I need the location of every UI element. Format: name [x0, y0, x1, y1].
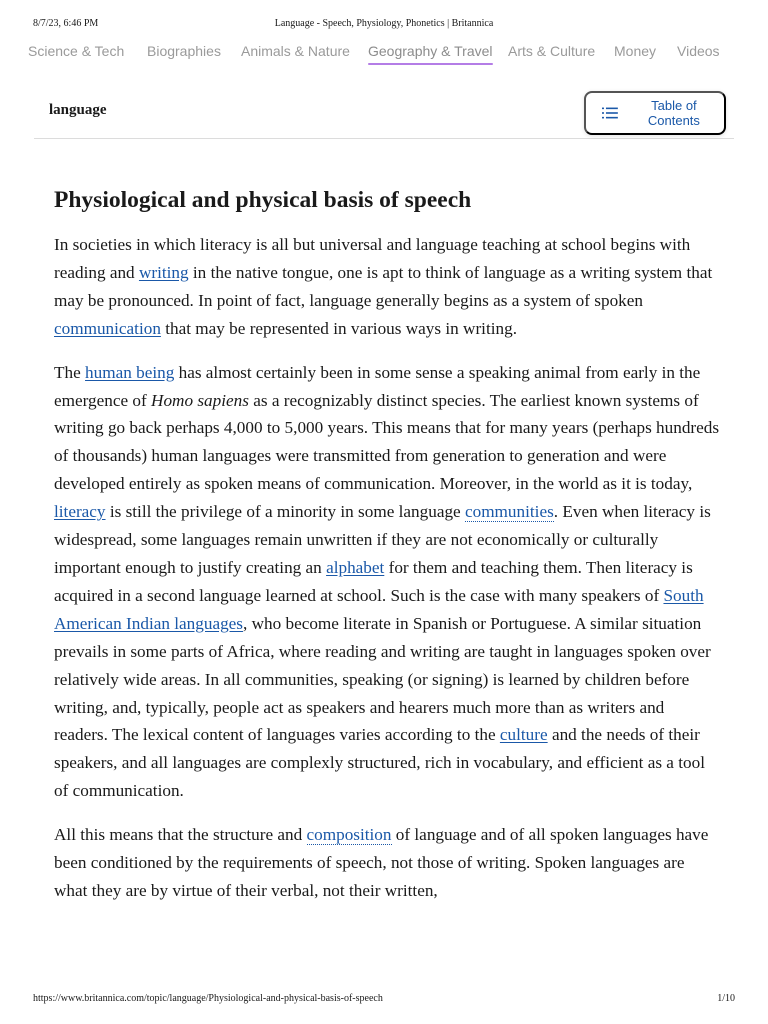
text: . Even when literacy is widespread, some languages remain unwritten if they are not economically or culturally important enough to justify creating an [54, 502, 711, 577]
text: has almost certainly been in some sense a speaking animal from early in the emergence of [54, 362, 701, 410]
category-nav [0, 43, 768, 67]
text: that may be represented in various ways in writing. [160, 318, 517, 338]
text: is still the privilege of a minority in some language [105, 502, 465, 522]
table-of-contents-button[interactable] [584, 91, 726, 135]
article-title: language [49, 102, 107, 118]
text: as a recognizably distinct species. The earliest known systems of writing go back perhaps 4,000 to 5,000 years. This means that for many years (perhaps hundreds of thousands) human languages were transmitted from generation to generation and were developed entirely as spoken means of communication. Moreover, in the world as it is today, [54, 390, 720, 494]
nav-item-biographies[interactable]: Biographies [147, 43, 221, 59]
active-tab-indicator [368, 63, 493, 65]
print-header [33, 18, 735, 32]
text: and the needs of their speakers, and all languages are complexly structured, rich in vocabulary, and efficient as a tool of communication. [54, 725, 705, 801]
link-writing[interactable]: writing [138, 262, 189, 282]
section-heading: Physiological and physical basis of speech [54, 187, 472, 213]
article-header [34, 90, 734, 139]
link-literacy[interactable]: literacy [54, 502, 106, 522]
print-page-title: Language - Speech, Physiology, Phonetics | Britannica [274, 18, 494, 29]
text: The [54, 362, 86, 382]
text: In societies in which literacy is all but universal and language teaching at school begins with reading and [54, 235, 691, 282]
dictionary-link-communities[interactable]: communities [464, 502, 554, 522]
breadcrumb-overflow [82, 131, 302, 139]
article-body [54, 183, 722, 921]
list-icon [602, 107, 618, 119]
link-alphabet[interactable]: alphabet [326, 557, 385, 577]
nav-item-arts-culture[interactable]: Arts & Culture [508, 43, 596, 59]
text: in the native tongue, one is apt to think of language as a writing system that may be pronounced. In point of fact, language generally begins as a system of spoken [54, 262, 713, 310]
nav-item-science-tech[interactable]: Science & Tech [28, 43, 125, 59]
toc-label: Table of Contents [647, 98, 700, 128]
paragraph-3 [54, 821, 722, 905]
print-footer [33, 993, 735, 1007]
nav-item-videos[interactable]: Videos [677, 43, 720, 59]
nav-item-money[interactable]: Money [614, 43, 657, 59]
print-url: https://www.britannica.com/topic/language/Physiological-and-physical-basis-of-speech [33, 993, 383, 1004]
link-communication[interactable]: communication [54, 318, 161, 338]
text: for them and teaching them. Then literacy is acquired in a second language learned at school. Such is the case with many speakers of [54, 557, 693, 605]
text: All this means that the structure and [54, 825, 307, 845]
link-south-american-indian-languages[interactable]: South American Indian languages [54, 585, 704, 633]
paragraph-1 [54, 231, 722, 343]
nav-item-animals-nature[interactable]: Animals & Nature [241, 43, 350, 59]
text: , who become literate in Spanish or Portuguese. A similar situation prevails in some parts of Africa, where reading and writing are taught in languages spoken over relatively wide areas. In all communities, speaking (or signing) is learned by children before writing, and, typically, people act as speakers and hearers much more than as writers and readers. The lexical content of languages varies according to the [54, 613, 711, 745]
paragraph-2 [54, 359, 722, 806]
text: of language and of all spoken languages have been conditioned by the requirements of speech, not those of writing. Spoken languages are what they are by virtue of their verbal, not their written, [54, 825, 709, 900]
nav-item-label: Geography & Travel [368, 43, 493, 59]
dictionary-link-composition[interactable]: composition [306, 825, 392, 845]
print-page-number: 1/10 [717, 993, 735, 1004]
nav-item-geography-travel[interactable] [368, 43, 493, 65]
print-datetime: 8/7/23, 6:46 PM [33, 18, 99, 29]
link-human-being[interactable]: human being [85, 362, 175, 382]
link-culture[interactable]: culture [499, 725, 548, 745]
italic-term: Homo sapiens [151, 390, 249, 410]
